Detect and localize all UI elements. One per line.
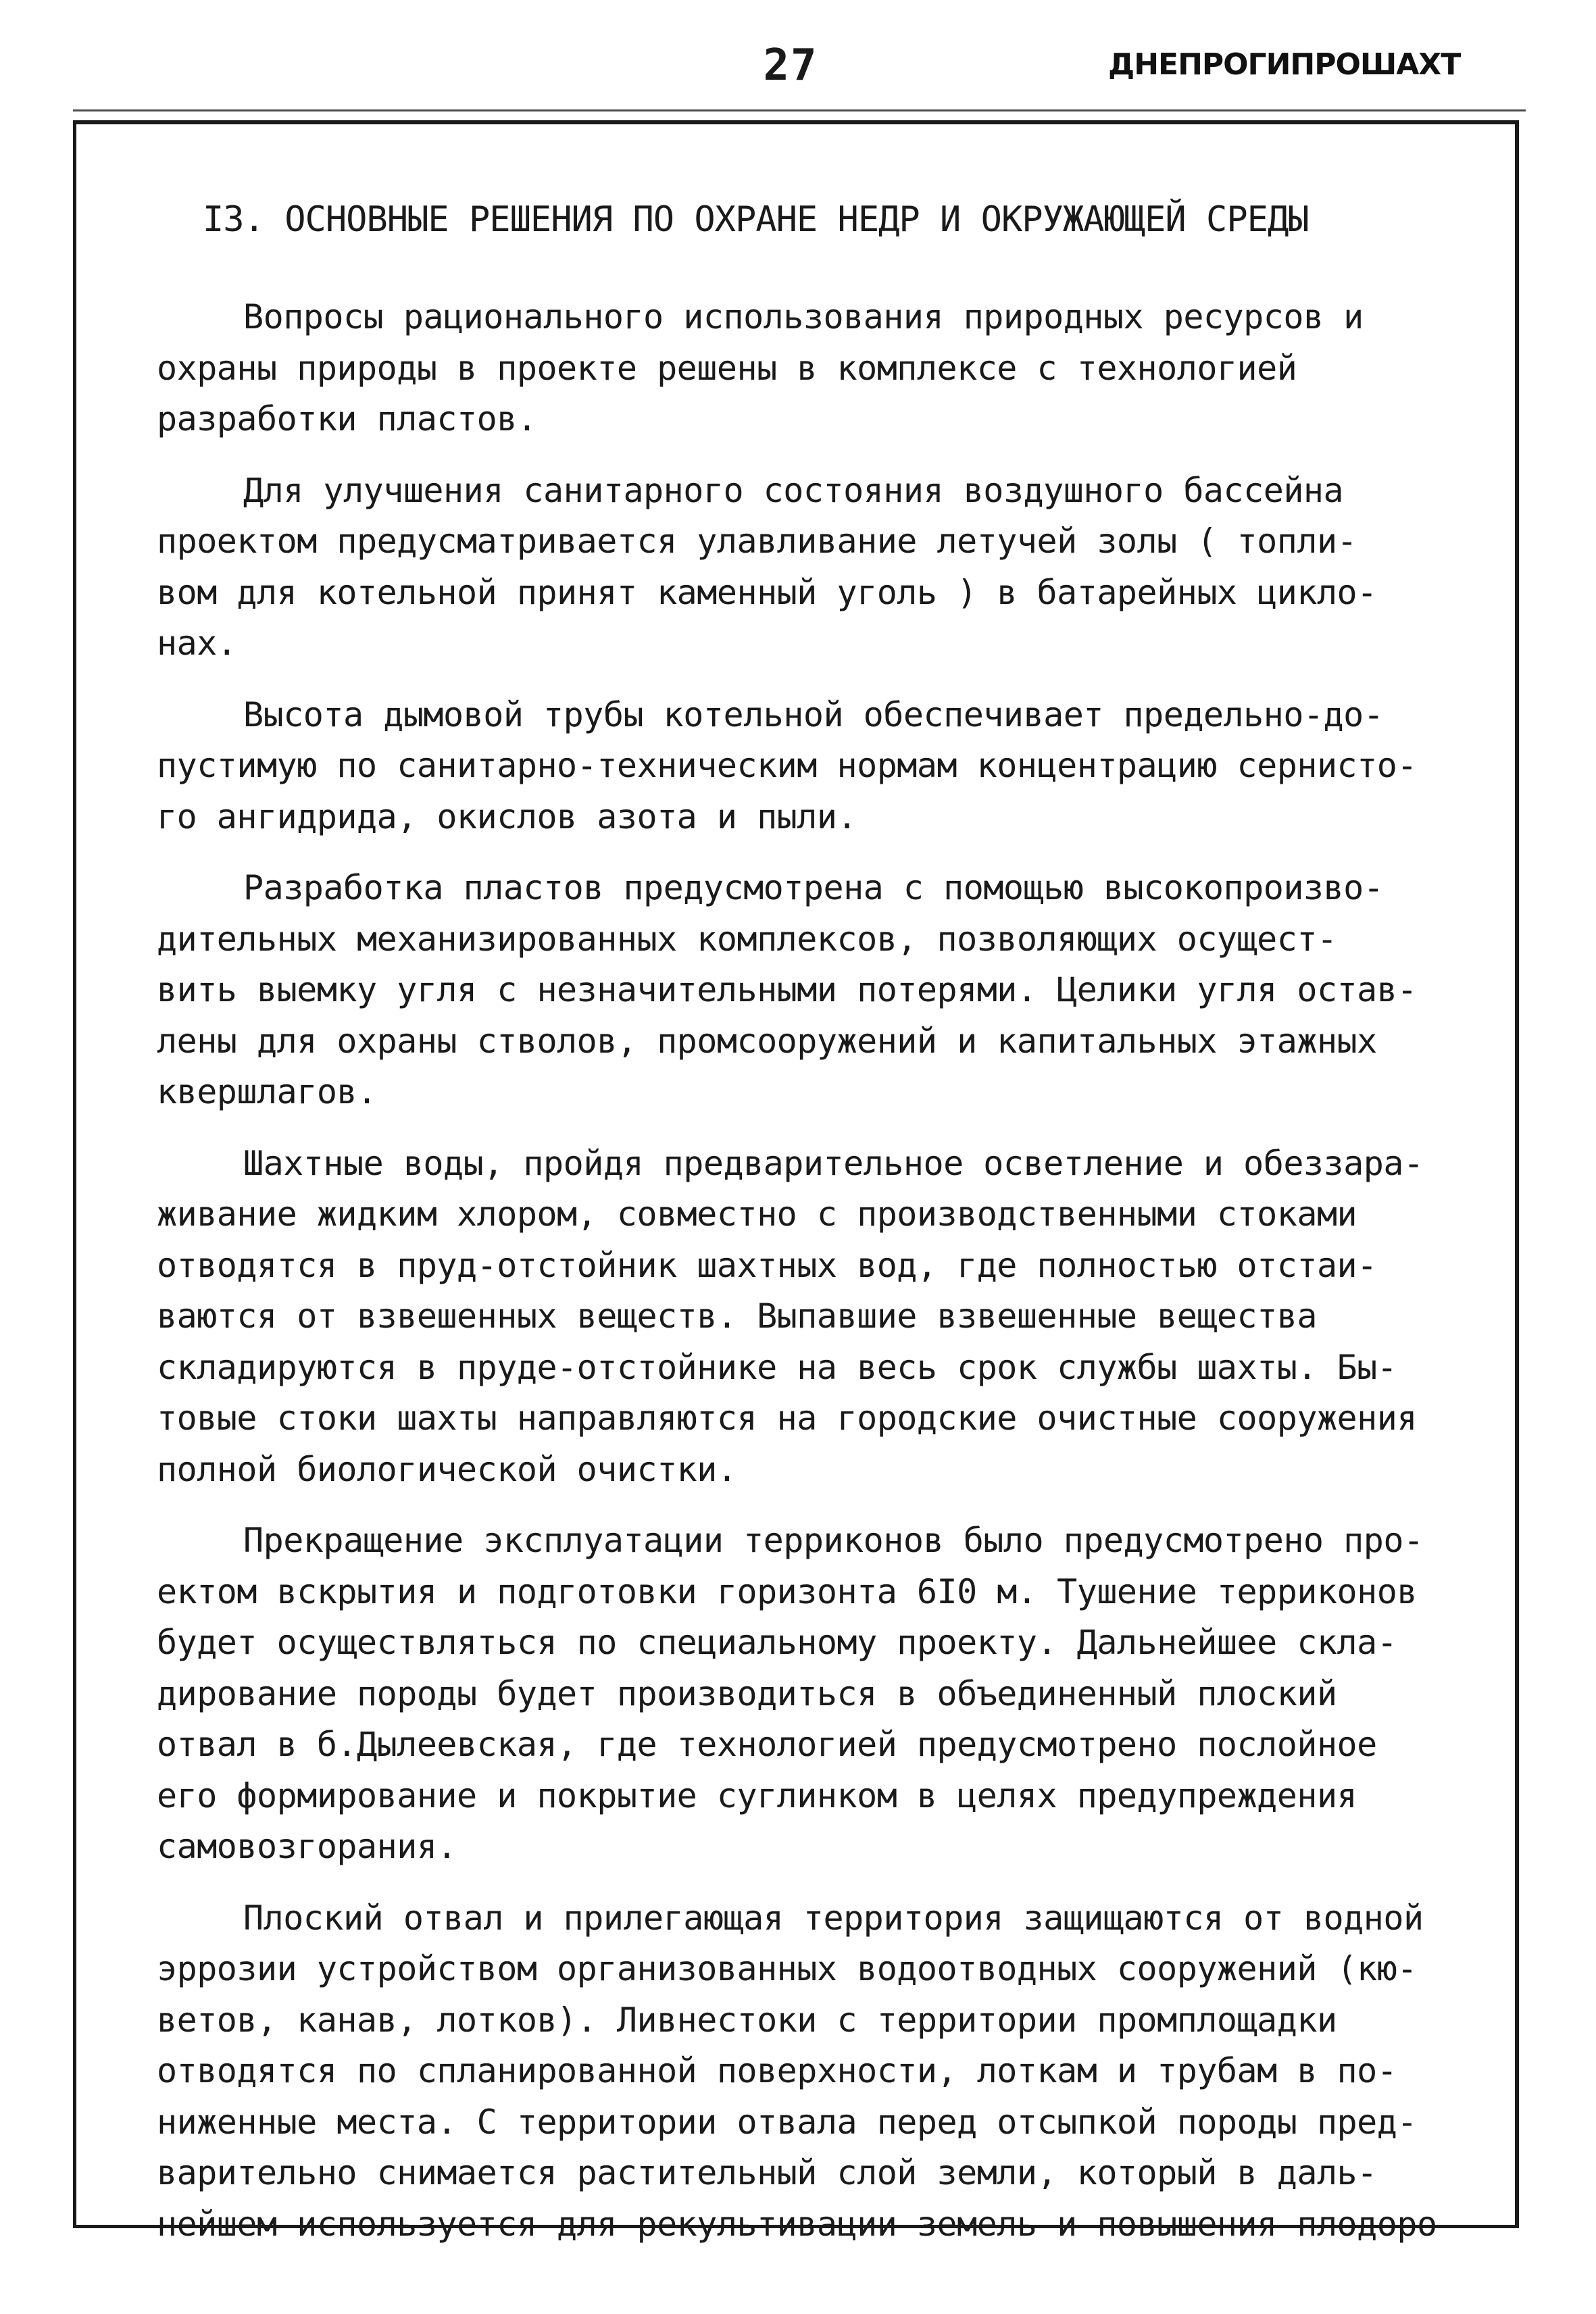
text-line: дирование породы будет производиться в объединенный плоский (157, 1674, 1337, 1713)
text-line: ниженные места. С территории отвала перед отсыпкой породы пред- (157, 2102, 1417, 2142)
text-line: нах. (157, 624, 237, 663)
text-line: складируются в пруде-отстойнике на весь срок службы шахты. Бы- (157, 1347, 1397, 1387)
text-line: пустимую по санитарно-техническим нормам концентрацию сернисто- (157, 746, 1417, 785)
text-line: вить выемку угля с незначительными потерями. Целики угля остав- (157, 970, 1417, 1009)
text-line: живание жидким хлором, совместно с производственными стоками (157, 1194, 1357, 1234)
text-line: разработки пластов. (157, 399, 537, 438)
section-heading: I3. ОСНОВНЫЕ РЕШЕНИЯ ПО ОХРАНЕ НЕДР И ОКРУЖАЮЩЕЙ СРЕДЫ (203, 199, 1309, 240)
text-line: его формирование и покрытие суглинком в целях предупреждения (157, 1776, 1357, 1815)
paragraph (157, 1138, 1501, 1496)
text-line: отводятся по спланированной поверхности, лоткам и трубам в по- (157, 2051, 1397, 2090)
paragraph (157, 292, 1501, 445)
paragraph (157, 863, 1501, 1118)
text-line: ваются от взвешенных веществ. Выпавшие взвешенные вещества (157, 1297, 1317, 1336)
text-line: вом для котельной принят каменный уголь ) в батарейных цикло- (157, 572, 1377, 612)
text-line: товые стоки шахты направляются на городские очистные сооружения (157, 1399, 1417, 1438)
text-line: охраны природы в проекте решены в комплексе с технологией (157, 348, 1297, 388)
paragraph (157, 690, 1501, 843)
paragraph (157, 1515, 1501, 1873)
paragraph (157, 1893, 1501, 2250)
text-line: лены для охраны стволов, промсооружений и капитальных этажных (157, 1021, 1377, 1061)
page-number: 27 (763, 41, 818, 91)
text-line: Для улучшения санитарного состояния воздушного бассейна (243, 470, 1344, 510)
text-line: Шахтные воды, пройдя предварительное осветление и обеззара- (243, 1143, 1424, 1183)
text-line: Высота дымовой трубы котельной обеспечивает предельно-до- (243, 695, 1384, 734)
text-line: нейшем используется для рекультивации земель и повышения плодоро- (157, 2204, 1457, 2244)
frame-top-rule (73, 109, 1526, 111)
text-line: будет осуществляться по специальному проекту. Дальнейшее скла- (157, 1623, 1397, 1662)
text-line: эррозии устройством организованных водоотводных сооружений (кю- (157, 1949, 1417, 1988)
text-line: го ангидрида, окислов азота и пыли. (157, 797, 857, 836)
text-line: проектом предусматривается улавливание летучей золы ( топли- (157, 522, 1357, 561)
text-line: полной биологической очистки. (157, 1449, 737, 1489)
text-line: Разработка пластов предусмотрена с помощью высокопроизво- (243, 868, 1384, 907)
text-line: самовозгорания. (157, 1827, 457, 1866)
text-line: ектом вскрытия и подготовки горизонта 6I0 м. Тушение терриконов (157, 1571, 1417, 1611)
text-line: дительных механизированных комплексов, позволяющих осущест- (157, 919, 1337, 959)
institute-stamp: ДНЕПРОГИПРОШАХТ (1108, 47, 1461, 82)
text-line: Вопросы рационального использования природных ресурсов и (243, 297, 1364, 336)
document-body (157, 292, 1501, 2270)
text-line: Прекращение эксплуатации терриконов было предусмотрено про- (243, 1521, 1424, 1560)
text-line: отводятся в пруд-отстойник шахтных вод, где полностью отстаи- (157, 1245, 1377, 1285)
text-line: отвал в б.Дылеевская, где технологией предусмотрено послойное (157, 1725, 1377, 1764)
text-line: варительно снимается растительный слой земли, который в даль- (157, 2153, 1377, 2192)
text-line: Плоский отвал и прилегающая территория защищаются от водной (243, 1898, 1424, 1938)
text-line: ветов, канав, лотков). Ливнестоки с территории промплощадки (157, 2000, 1337, 2040)
text-line: квершлагов. (157, 1072, 377, 1111)
paragraph (157, 466, 1501, 670)
